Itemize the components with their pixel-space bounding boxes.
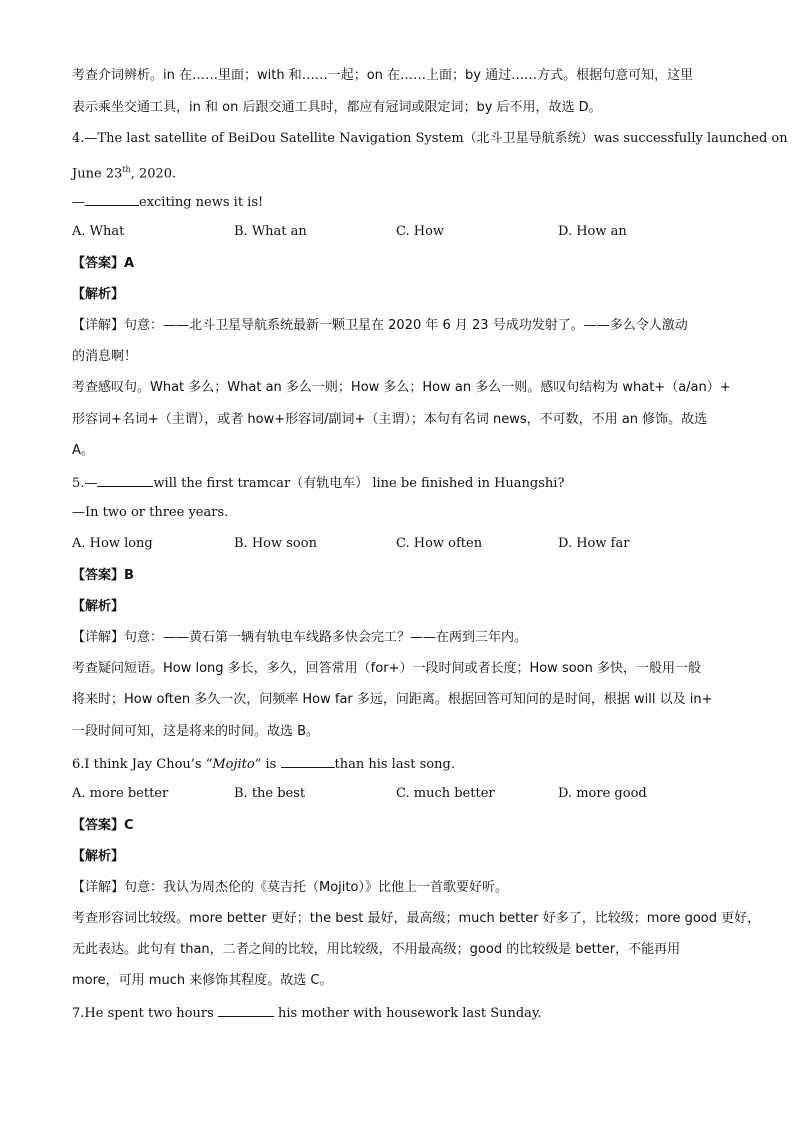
- q6-option-b: B. the best: [234, 786, 306, 801]
- answer-blank: [281, 755, 335, 768]
- q6-stem: 6.I think Jay Chou’s “Mojito” is than his last song.: [72, 757, 455, 772]
- q7-stem: 7.He spent two hours his mother with housework last Sunday.: [72, 1006, 542, 1021]
- q4-explain-line2: 形容词+名词+（主谓），或者 how+形容词/副词+（主谓）；本句有名词 news，不可数，不用 an 修饰。故选: [72, 412, 708, 427]
- q5-explain-line1: 考查疑问短语。How long 多长，多久，回答常用（for+）一段时间或者长度；How soon 多快，一般用一般: [72, 661, 701, 676]
- q4-option-b: B. What an: [234, 224, 307, 239]
- q4-explain-line3: A。: [72, 443, 94, 458]
- q6-explain-line1: 考查形容词比较级。more better 更好；the best 最好，最高级；much better 好多了，比较级；more good 更好，: [72, 911, 761, 926]
- q5-option-c: C. How often: [396, 536, 483, 551]
- q4-detail-line2: 的消息啊！: [72, 349, 138, 364]
- q5-option-d: D. How far: [558, 536, 630, 551]
- q6-option-d: D. more good: [558, 786, 647, 801]
- q4-analysis-label: 【解析】: [72, 287, 125, 302]
- answer-blank: [85, 193, 139, 206]
- q4-detail-line1: 【详解】句意：——北斗卫星导航系统最新一颗卫星在 2020 年 6 月 23 号成功发射了。——多么令人激动: [72, 318, 688, 333]
- q4-option-d: D. How an: [558, 224, 627, 239]
- q5-detail-line1: 【详解】句意：——黄石第一辆有轨电车线路多快会完工？——在两到三年内。: [72, 630, 528, 645]
- q5-stem: 5.— will the first tramcar（有轨电车） line be finished in Huangshi?: [72, 476, 565, 491]
- q4-option-c: C. How: [396, 224, 445, 239]
- q6-answer: 【答案】C: [72, 818, 134, 833]
- q5-explain-line3: 一段时间可知，这是将来的时间。故选 B。: [72, 724, 320, 739]
- q3-explanation-line2: 表示乘坐交通工具，in 和 on 后跟交通工具时，都应有冠词或限定词；by 后不用，故选 D。: [72, 100, 602, 115]
- q6-explain-line3: more，可用 much 来修饰其程度。故选 C。: [72, 973, 333, 988]
- q4-answer: 【答案】A: [72, 256, 135, 271]
- q6-analysis-label: 【解析】: [72, 849, 125, 864]
- q4-reply-line: — exciting news it is!: [72, 195, 264, 210]
- q5-analysis-label: 【解析】: [72, 599, 125, 614]
- q4-stem-line1: 4.—The last satellite of BeiDou Satellite Navigation System（北斗卫星导航系统）was successfully launched on: [72, 131, 788, 146]
- q6-detail-line1: 【详解】句意：我认为周杰伦的《莫吉托（Mojito）》比他上一首歌要好听。: [72, 880, 508, 895]
- q4-option-a: A. What: [72, 224, 125, 239]
- q3-explanation-line1: 考查介词辨析。in 在……里面；with 和……一起；on 在……上面；by 通过……方式。根据句意可知，这里: [72, 68, 694, 83]
- q5-option-b: B. How soon: [234, 536, 317, 551]
- q5-explain-line2: 将来时；How often 多久一次，问频率 How far 多远，问距离。根据回答可知问的是时间，根据 will 以及 in+: [72, 692, 713, 707]
- q6-option-c: C. much better: [396, 786, 495, 801]
- q4-stem-line2: June 23th, 2020.: [72, 165, 177, 182]
- q6-explain-line2: 无此表达。此句有 than，二者之间的比较，用比较级，不用最高级；good 的比较级是 better，不能再用: [72, 942, 681, 957]
- q5-option-a: A. How long: [72, 536, 153, 551]
- answer-blank: [97, 474, 153, 487]
- q4-explain-line1: 考查感叹句。What 多么；What an 多么一则；How 多么；How an 多么一则。感叹句结构为 what+（a/an）+: [72, 380, 731, 395]
- q5-answer: 【答案】B: [72, 568, 134, 583]
- q5-reply: —In two or three years.: [72, 505, 229, 520]
- q6-option-a: A. more better: [72, 786, 169, 801]
- answer-blank: [218, 1004, 274, 1017]
